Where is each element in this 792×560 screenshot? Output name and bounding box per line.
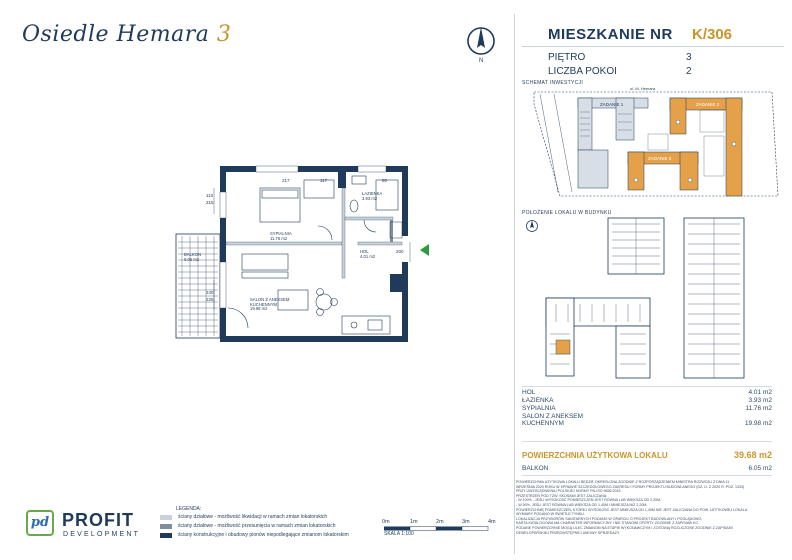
stage-3-label: ZADANIE 3 [648, 156, 672, 161]
location-title: POŁOŻENIE LOKALU W BUDYNKU [522, 210, 612, 216]
note-line: POWIERZCHNIA UŻYTKOWA LOKALU BĘDZIE OKREŚLONA ZGODNIE Z ROZPORZĄDZENIEM MINISTRA ROZWOJU Z DNIA 11 [516, 480, 730, 484]
room-area: 19.98 m2 [250, 306, 268, 312]
brand-name: Osiedle Hemara [22, 22, 210, 47]
legend-item [160, 514, 390, 522]
scale-tick: 1m [410, 519, 418, 525]
legend-swatch [160, 524, 172, 529]
brand-number: 3 [216, 22, 232, 47]
svg-text:N: N [479, 58, 484, 64]
rooms-value: 2 [686, 66, 692, 77]
unit-code: K/306 [692, 26, 733, 43]
floor-label: PIĘTRO [548, 52, 586, 63]
total-label: POWIERZCHNIA UŻYTKOWA LOKALU [522, 451, 668, 460]
areas-mid-rule [522, 441, 772, 442]
room-name-2: KUCHENNYM [250, 301, 277, 307]
scale-label: SKALA 1:100 [384, 531, 414, 537]
site-plan-map [520, 84, 784, 208]
stage-1-label: ZADANIE 1 [600, 102, 624, 107]
site-plan-title: SCHEMAT INWESTYCJI [522, 80, 584, 86]
legend-text: ściany działowe - możliwość przesunięcia w ramach zmian lokatorskich [178, 523, 336, 529]
note-line: PRZESTRZEŃ POD TZW. SKOSAMI JEST ZALICZANA: [516, 493, 608, 498]
room-name: ŁAZIENKA [362, 191, 383, 196]
note-line: WYMIARY PODANO W ŚWIETLE TYNKU. [516, 512, 585, 517]
legend-title: LEGENDA: [176, 506, 202, 512]
dim-label: 225 [206, 297, 214, 302]
dim-label: 215 [206, 200, 214, 205]
dim-label: 217 [282, 178, 290, 183]
legend-text: ściany działowe - możliwość likwidacji w ramach zmian lokatorskich [178, 514, 328, 520]
areas-top-rule [522, 386, 772, 387]
area-value: 19.98 m2 [744, 420, 772, 427]
legend-text: ściany konstrukcyjne i obudowy pionów niepodlegające zmianom lokatorskim [178, 532, 349, 538]
room-label-sypialnia [270, 232, 292, 241]
building-location-plan [520, 214, 784, 380]
balcony-label: BALKON [522, 465, 549, 472]
logo-subtitle: DEVELOPMENT [63, 531, 141, 538]
north-compass-icon [464, 24, 498, 64]
legend-item [160, 532, 390, 540]
street-label: ul. M. Hemara [630, 86, 656, 91]
scale-tick: 3m [462, 519, 470, 525]
note-line: PRZY UWZGLĘDNIENIU POLSKIEJ NORMY PN-ISO 9836:2015. [516, 489, 622, 494]
room-label-salon [250, 298, 289, 312]
note-line: KARTA KATALOGOWA MA CHARAKTER INFORMACYJNY I NIE STANOWI OFERTY ZGODNIE Z ZAPISAMI KC. [516, 521, 700, 526]
room-area: 3.93 m2 [362, 195, 378, 201]
area-value: 11.76 m2 [745, 405, 772, 412]
location-compass-icon [527, 221, 538, 232]
legal-notes [516, 480, 786, 535]
room-label-hol [360, 250, 375, 259]
scale-tick: 2m [436, 519, 444, 525]
legend-item [160, 523, 390, 531]
logo-name: PROFIT [62, 510, 134, 530]
room-label-balkon [184, 253, 201, 262]
dim-label: 240 [206, 290, 214, 295]
note-line: POWIERZCHNIĘ POMIESZCZEŃ, KTÓREJ WYSOKOŚĆ JEST MNIEJSZA OD 1,40M NIE JEST ZALICZANA DO POW. UŻYTKOWEJ LOKALU [516, 507, 748, 512]
area-row-salon [522, 413, 772, 431]
note-line: LOKALIZACJA PRZYBORÓW SANITARNYCH PODANO W OPARCIU O PROJEKT BUDOWLANY I POGLĄDOWO. [516, 516, 703, 521]
dim-label: 80 [382, 178, 388, 183]
note-line: - W 100% , JEŚLI WYSOKOŚĆ POMIESZCZEŃ JEST RÓWNA LUB WIĘKSZA OD 2,20M, [516, 498, 662, 503]
area-name: ŁAZIENKA [522, 397, 554, 404]
area-name: HOL [522, 389, 536, 396]
rooms-label: LICZBA POKOI [548, 66, 617, 77]
logo-icon: pd [26, 510, 54, 536]
room-area: 11.76 m2 [270, 235, 288, 241]
room-area: 6.05 m2 [184, 256, 200, 262]
dim-label: 200 [396, 249, 404, 254]
vertical-divider [514, 14, 515, 554]
area-name: SALON Z ANEKSEM KUCHENNYM [522, 413, 584, 427]
area-name: SYPIALNIA [522, 405, 556, 412]
total-value: 39.68 m2 [733, 450, 772, 460]
room-name: HOL [360, 249, 369, 254]
balcony-value: 6.05 m2 [748, 465, 772, 472]
floor-plan [168, 162, 424, 348]
area-value: 3.93 m2 [748, 397, 772, 404]
apartment-highlight [556, 340, 570, 354]
room-area: 4.01 m2 [360, 253, 376, 259]
note-line: PODANE POWIERZCHNIE MOGĄ ULEC ZMIANOM NA ETAPIE WYKONAWCZYM I ZOSTANĄ ROZLICZONE ZGODNIE Z ZAPISAMI [516, 525, 733, 530]
room-name: SALON Z ANEKSEM [250, 297, 290, 302]
dim-label: 117 [320, 178, 328, 183]
legend-swatch [160, 533, 172, 538]
area-value: 4.01 m2 [748, 389, 772, 396]
scale-tick: 0m [382, 519, 390, 525]
room-label-lazienka [362, 192, 382, 201]
header-separator [522, 46, 784, 47]
balcony-area [176, 234, 220, 338]
note-line: WRZEŚNIA 2020 ROKU W SPRAWIE SZCZEGÓŁOWEGO ZAKRESU I FORMY PROJEKTU BUDOWLANEGO (DZ. U. Z 2020 R. POZ. 1333) [516, 484, 745, 489]
living-furniture [228, 254, 390, 334]
brand-title [22, 22, 231, 47]
entrance-arrow-icon [420, 244, 429, 256]
room-name: SYPIALNIA [270, 231, 292, 236]
room-name: BALKON [184, 252, 201, 257]
scale-tick: 4m [488, 519, 496, 525]
legend-swatch [160, 515, 172, 520]
floor-value: 3 [686, 52, 692, 63]
stage-2-label: ZADANIE 2 [696, 102, 720, 107]
areas-bottom-rule [522, 475, 772, 476]
note-line: DEWELOPERSKIEJ PRZEDWSTĘPNEJ UMOWY SPRZEDAŻY. [516, 530, 620, 535]
unit-title: MIESZKANIE NR [548, 26, 673, 43]
note-line: - W 50%, JEŚLI JEST RÓWNA LUB WIĘKSZA OD 1,40M I MNIEJSZA NIŻ 2,20M. [516, 502, 648, 507]
dim-label: 110 [206, 193, 214, 198]
